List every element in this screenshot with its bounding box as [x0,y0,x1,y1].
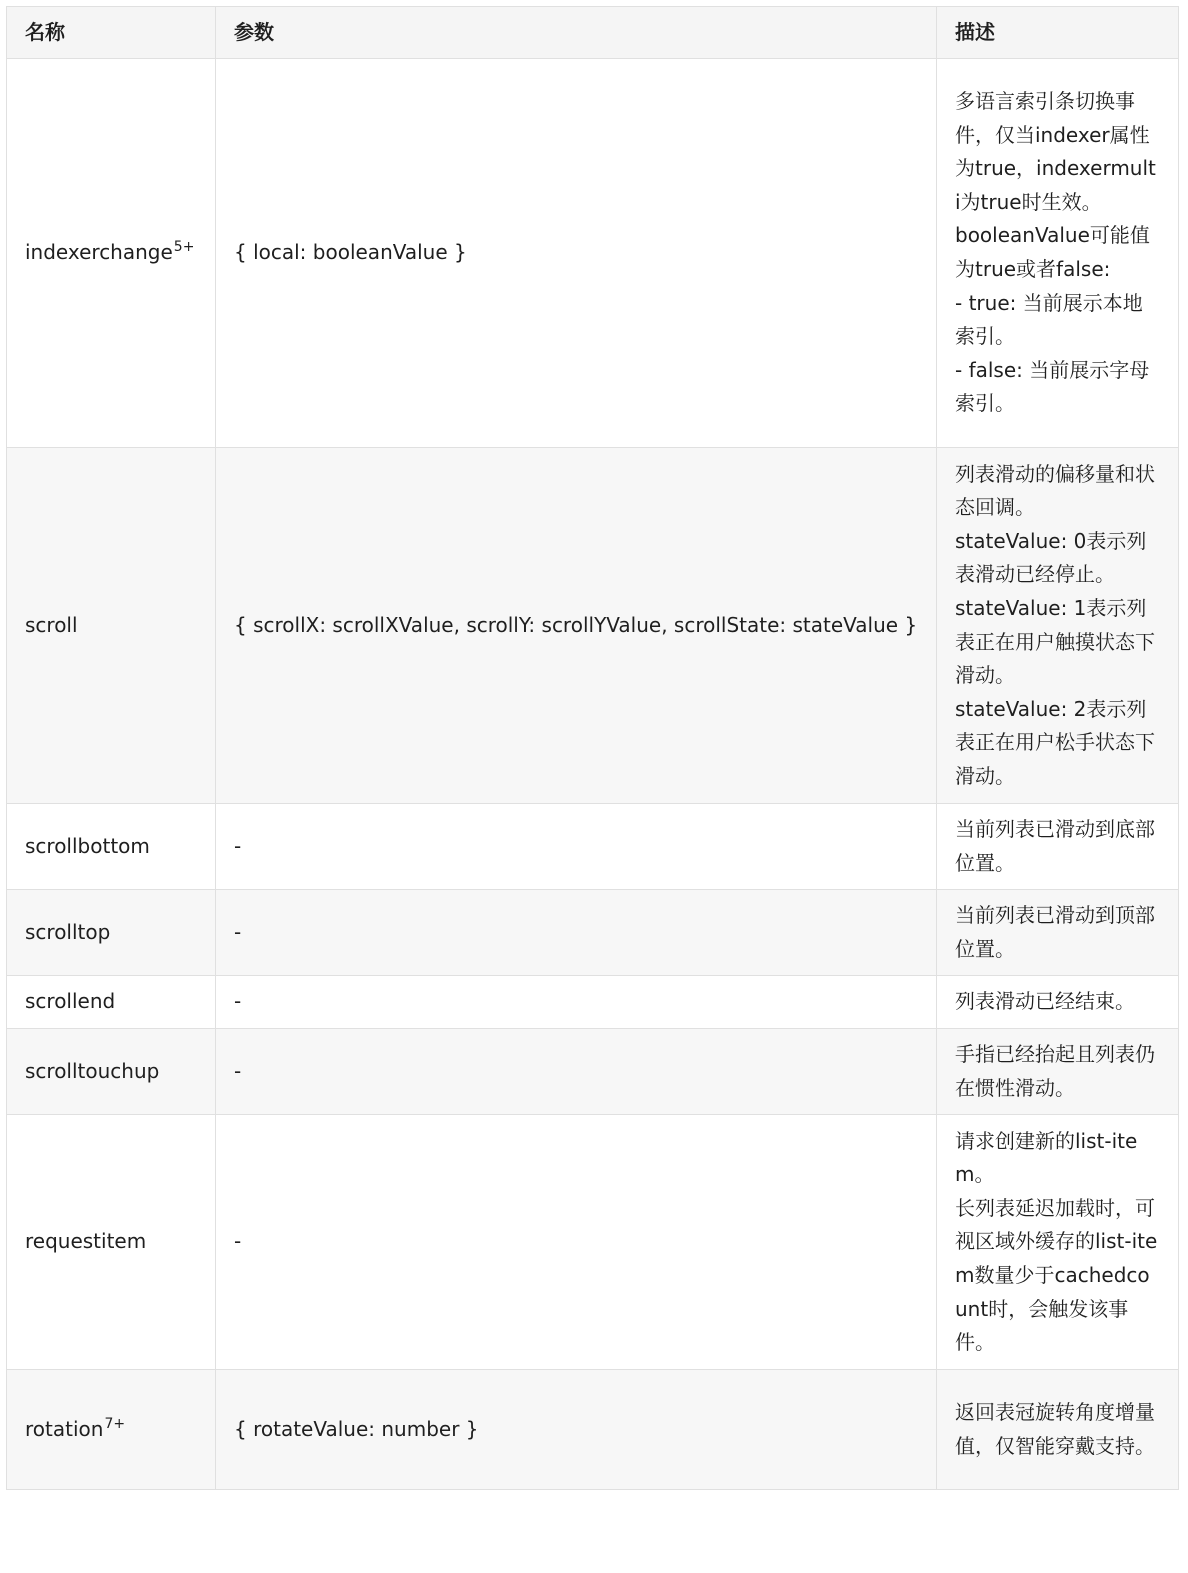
event-params-cell: { local: booleanValue } [216,59,937,448]
event-params-cell: - [216,1028,937,1114]
event-params-cell: - [216,890,937,976]
table-row [7,890,1179,976]
event-params-cell: { rotateValue: number } [216,1370,937,1490]
column-header-description: 描述 [937,7,1179,59]
event-description-cell: 多语言索引条切换事件，仅当indexer属性为true，indexermulti为true时生效。 booleanValue可能值为true或者false: - true: 当前展示本地索引。 - false: 当前展示字母索引。 [937,59,1179,448]
column-header-name: 名称 [7,7,216,59]
event-name-cell [7,890,216,976]
table-header-row [7,7,1179,59]
event-name: requestitem [25,1229,147,1254]
event-params-cell: - [216,804,937,890]
table-row [7,1115,1179,1370]
table-row [7,448,1179,804]
table-row [7,804,1179,890]
event-name-cell [7,59,216,448]
event-name: scroll [25,612,78,637]
event-name: rotation [25,1416,104,1441]
event-description-cell: 当前列表已滑动到底部位置。 [937,804,1179,890]
event-name-cell [7,1115,216,1370]
event-params-cell: { scrollX: scrollXValue, scrollY: scrollYValue, scrollState: stateValue } [216,448,937,804]
event-params-cell: - [216,976,937,1029]
event-name-cell [7,448,216,804]
event-name: indexerchange [25,240,173,265]
event-description-cell: 返回表冠旋转角度增量值，仅智能穿戴支持。 [937,1370,1179,1490]
event-name-cell [7,1028,216,1114]
event-name-cell [7,1370,216,1490]
event-description-cell: 列表滑动的偏移量和状态回调。 stateValue: 0表示列表滑动已经停止。 stateValue: 1表示列表正在用户触摸状态下滑动。 stateValue: 2表示列表正在用户松手状态下滑动。 [937,448,1179,804]
table-row [7,1370,1179,1490]
event-description-cell: 请求创建新的list-item。 长列表延迟加载时，可视区域外缓存的list-item数量少于cachedcount时，会触发该事件。 [937,1115,1179,1370]
event-params-cell: - [216,1115,937,1370]
event-name: scrolltouchup [25,1058,160,1083]
event-name: scrollend [25,989,116,1014]
version-badge: 5+ [173,239,195,256]
event-description-cell: 手指已经抬起且列表仍在惯性滑动。 [937,1028,1179,1114]
event-name: scrolltop [25,919,111,944]
event-name-cell [7,804,216,890]
event-description-cell: 列表滑动已经结束。 [937,976,1179,1029]
table-row [7,976,1179,1029]
column-header-params: 参数 [216,7,937,59]
events-table [6,6,1179,1490]
event-description-cell: 当前列表已滑动到顶部位置。 [937,890,1179,976]
table-row [7,59,1179,448]
version-badge: 7+ [104,1415,126,1432]
table-row [7,1028,1179,1114]
event-name: scrollbottom [25,833,150,858]
event-name-cell [7,976,216,1029]
